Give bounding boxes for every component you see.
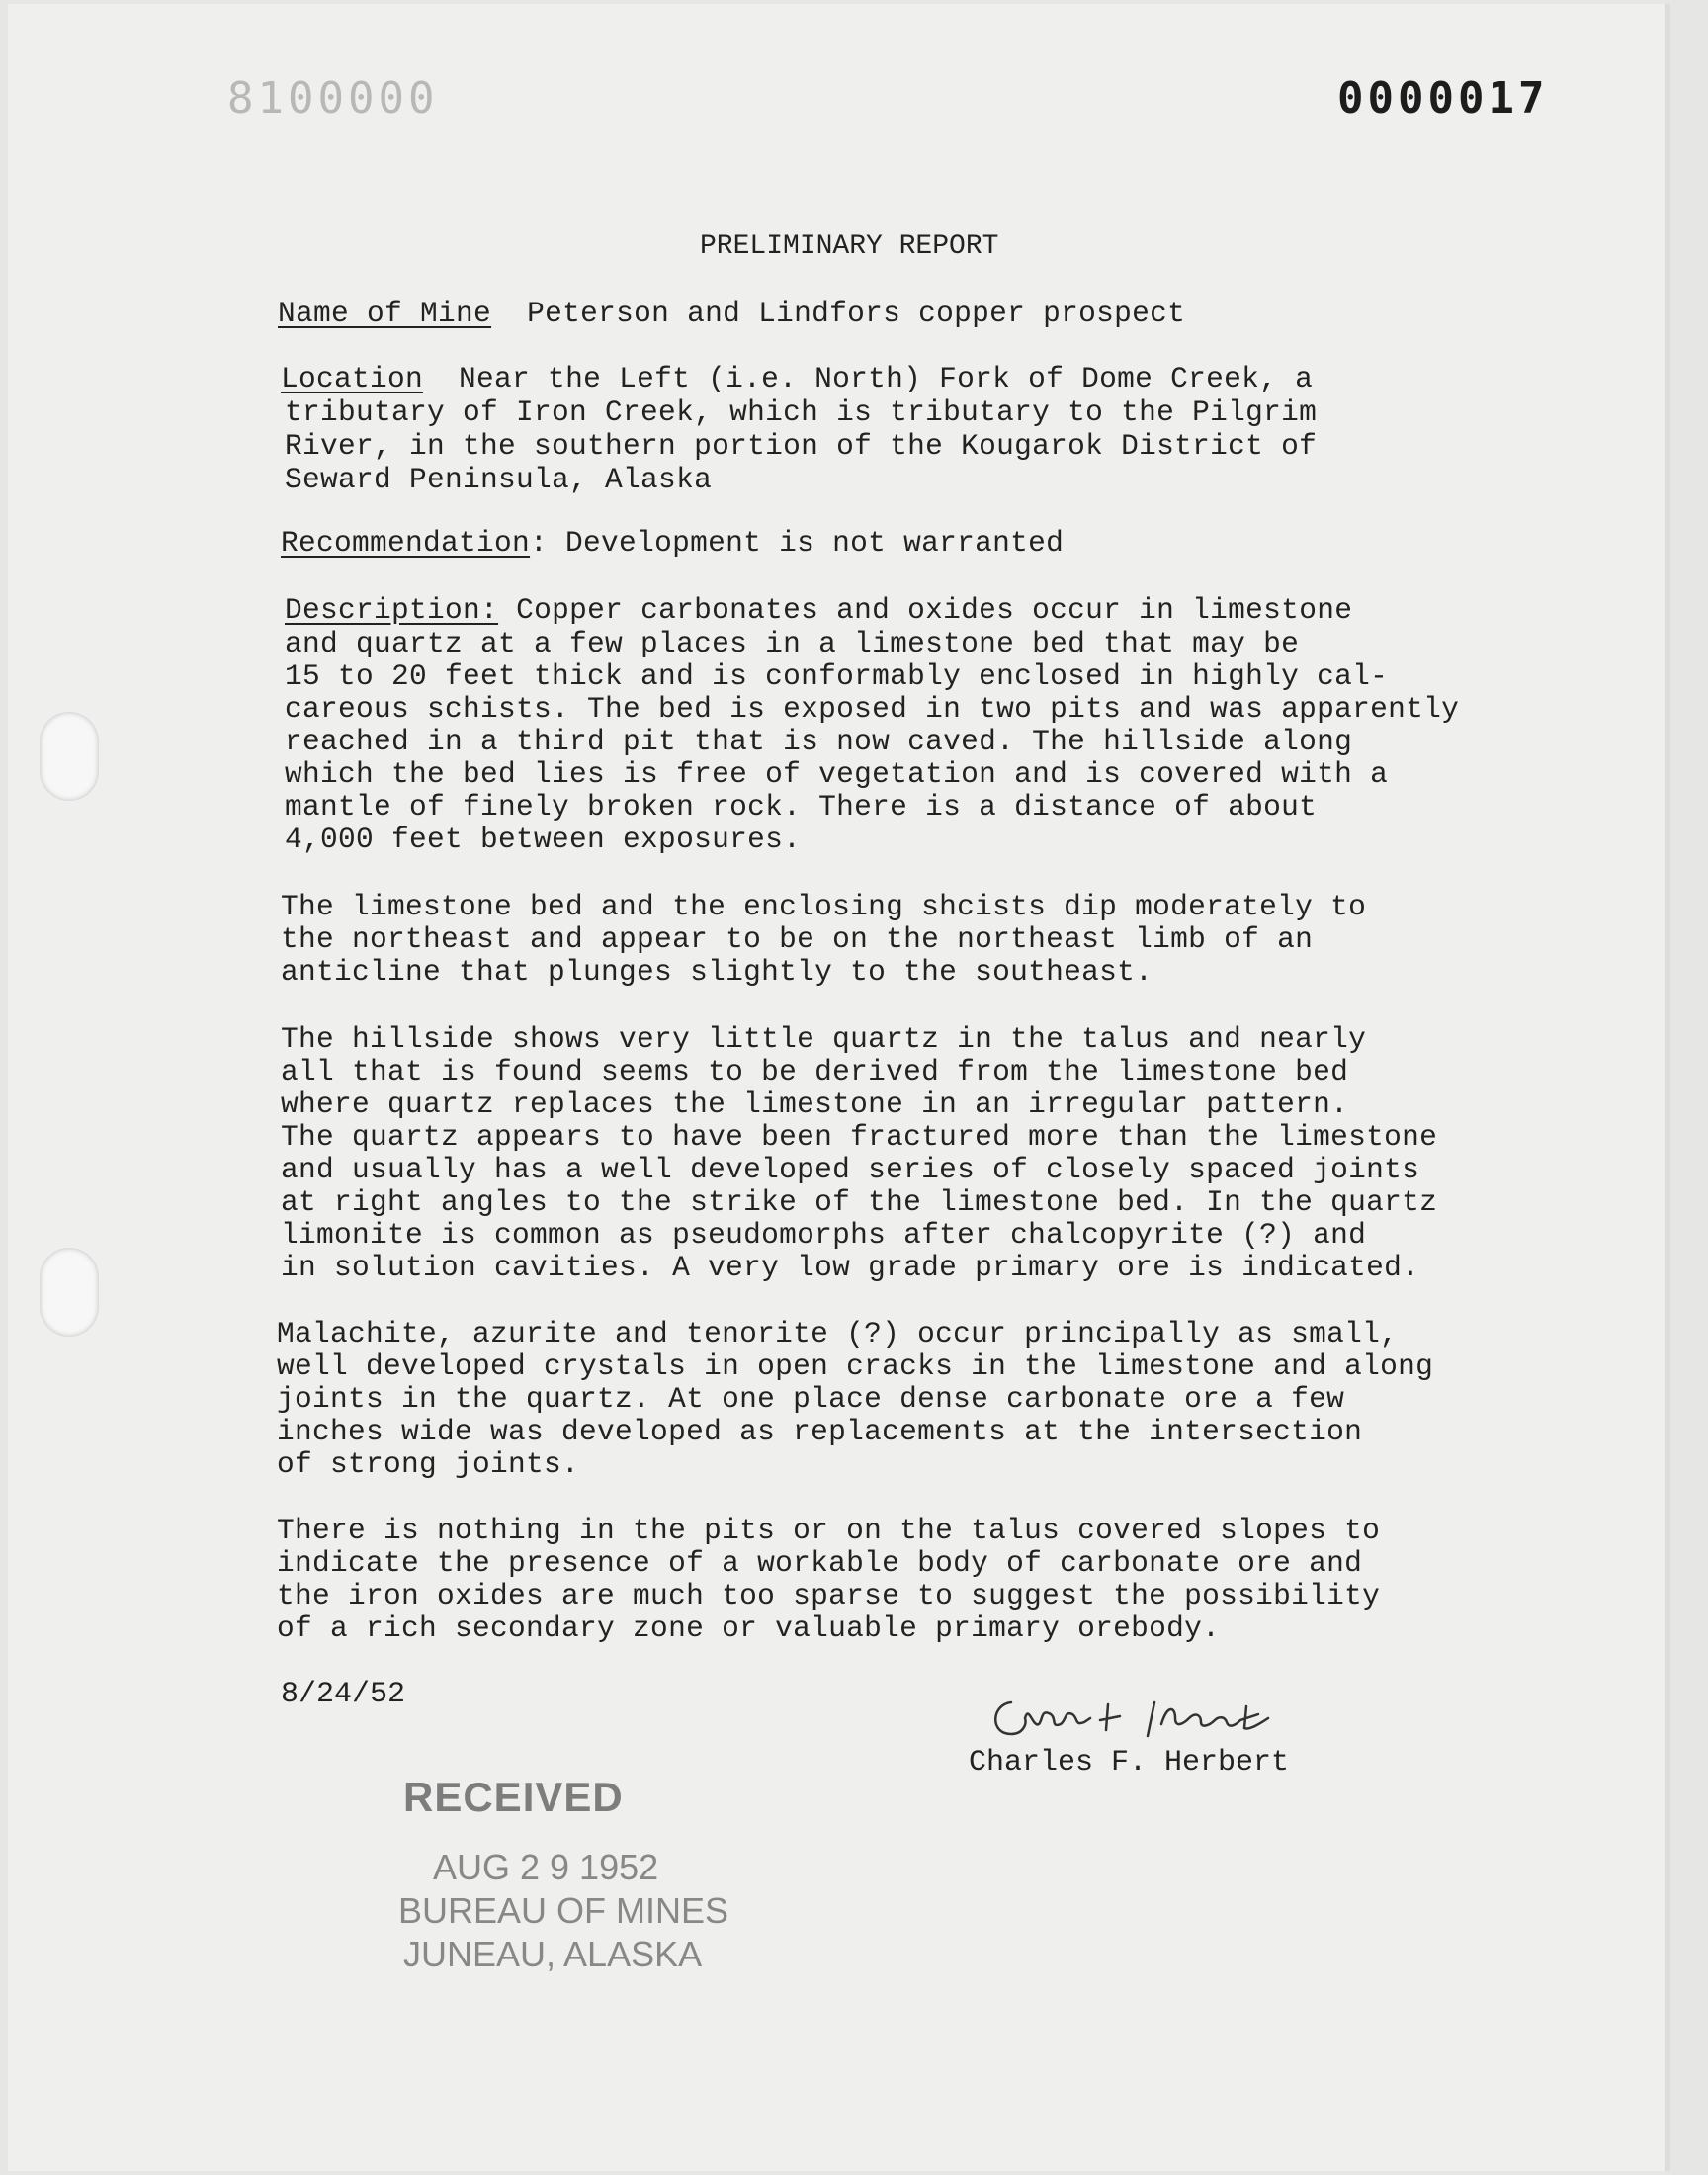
paragraph-4-line-2: indicate the presence of a workable body of carbonate ore and (277, 1546, 1363, 1580)
received-stamp-bureau: BUREAU OF MINES (398, 1890, 729, 1931)
signature-image (982, 1685, 1377, 1754)
description-label: Description: (285, 593, 499, 627)
location-line-2: tributary of Iron Creek, which is tributary to the Pilgrim (285, 395, 1318, 429)
document-page (8, 4, 1670, 2171)
document-number-left: 8100000 (227, 73, 439, 124)
signatory-name: Charles F. Herbert (969, 1746, 1290, 1780)
paragraph-4-line-3: the iron oxides are much too sparse to suggest the possibility (277, 1579, 1381, 1612)
recommendation-value: : Development is not warranted (530, 526, 1065, 560)
description-row (285, 593, 1352, 627)
binder-hole-lower (40, 1248, 99, 1337)
paragraph-2-line-4: The quartz appears to have been fractured more than the limestone (281, 1120, 1438, 1154)
received-stamp-place: JUNEAU, ALASKA (403, 1934, 703, 1974)
paragraph-2-line-8: in solution cavities. A very low grade primary ore is indicated. (281, 1251, 1420, 1284)
description-line-2: and quartz at a few places in a limestone bed that may be (285, 627, 1300, 660)
name-of-mine-row (278, 297, 1185, 330)
paragraph-2-line-5: and usually has a well developed series of closely spaced joints (281, 1153, 1420, 1186)
report-date: 8/24/52 (281, 1678, 406, 1711)
paragraph-3-line-5: of strong joints. (277, 1447, 580, 1481)
description-line-4: careous schists. The bed is exposed in two pits and was apparently (285, 692, 1460, 726)
paragraph-3-line-1: Malachite, azurite and tenorite (?) occur principally as small, (277, 1317, 1399, 1350)
paragraph-3-line-3: joints in the quartz. At one place dense carbonate ore a few (277, 1382, 1345, 1416)
location-label: Location (281, 362, 424, 395)
location-line-3: River, in the southern portion of the Kougarok District of (285, 429, 1318, 463)
paragraph-2-line-7: limonite is common as pseudomorphs after chalcopyrite (?) and (281, 1218, 1367, 1252)
paragraph-1-line-3: anticline that plunges slightly to the southeast. (281, 955, 1153, 989)
location-line-4: Seward Peninsula, Alaska (285, 463, 713, 496)
received-stamp-title: RECEIVED (403, 1774, 624, 1820)
location-line-1: Near the Left (i.e. North) Fork of Dome Creek, a (459, 362, 1314, 395)
description-line-5: reached in a third pit that is now caved. The hillside along (285, 725, 1353, 758)
description-line-8: 4,000 feet between exposures. (285, 823, 802, 856)
recommendation-label: Recommendation (281, 526, 531, 560)
name-of-mine-value: Peterson and Lindfors copper prospect (527, 297, 1186, 330)
paragraph-1-line-2: the northeast and appear to be on the northeast limb of an (281, 922, 1314, 956)
description-line-1: Copper carbonates and oxides occur in limestone (516, 593, 1353, 627)
document-number-right: 0000017 (1337, 73, 1549, 124)
paragraph-2-line-1: The hillside shows very little quartz in the talus and nearly (281, 1022, 1367, 1056)
description-line-6: which the bed lies is free of vegetation and is covered with a (285, 757, 1389, 791)
name-of-mine-label: Name of Mine (278, 297, 492, 330)
paragraph-1-line-1: The limestone bed and the enclosing shcists dip moderately to (281, 890, 1367, 923)
paragraph-2-line-2: all that is found seems to be derived from the limestone bed (281, 1055, 1349, 1088)
paragraph-3-line-2: well developed crystals in open cracks in the limestone and along (277, 1349, 1434, 1383)
report-title: PRELIMINARY REPORT (700, 231, 999, 262)
binder-hole-upper (40, 712, 99, 801)
paragraph-4-line-1: There is nothing in the pits or on the talus covered slopes to (277, 1514, 1381, 1547)
paragraph-2-line-3: where quartz replaces the limestone in an irregular pattern. (281, 1088, 1349, 1121)
description-line-3: 15 to 20 feet thick and is conformably enclosed in highly cal- (285, 659, 1389, 693)
location-row (281, 362, 1313, 395)
description-line-7: mantle of finely broken rock. There is a distance of about (285, 790, 1318, 824)
received-stamp-date: AUG 2 9 1952 (433, 1847, 659, 1887)
recommendation-row (281, 526, 1064, 560)
paragraph-2-line-6: at right angles to the strike of the limestone bed. In the quartz (281, 1185, 1438, 1219)
paragraph-4-line-4: of a rich secondary zone or valuable primary orebody. (277, 1611, 1221, 1645)
paragraph-3-line-4: inches wide was developed as replacements at the intersection (277, 1415, 1363, 1448)
